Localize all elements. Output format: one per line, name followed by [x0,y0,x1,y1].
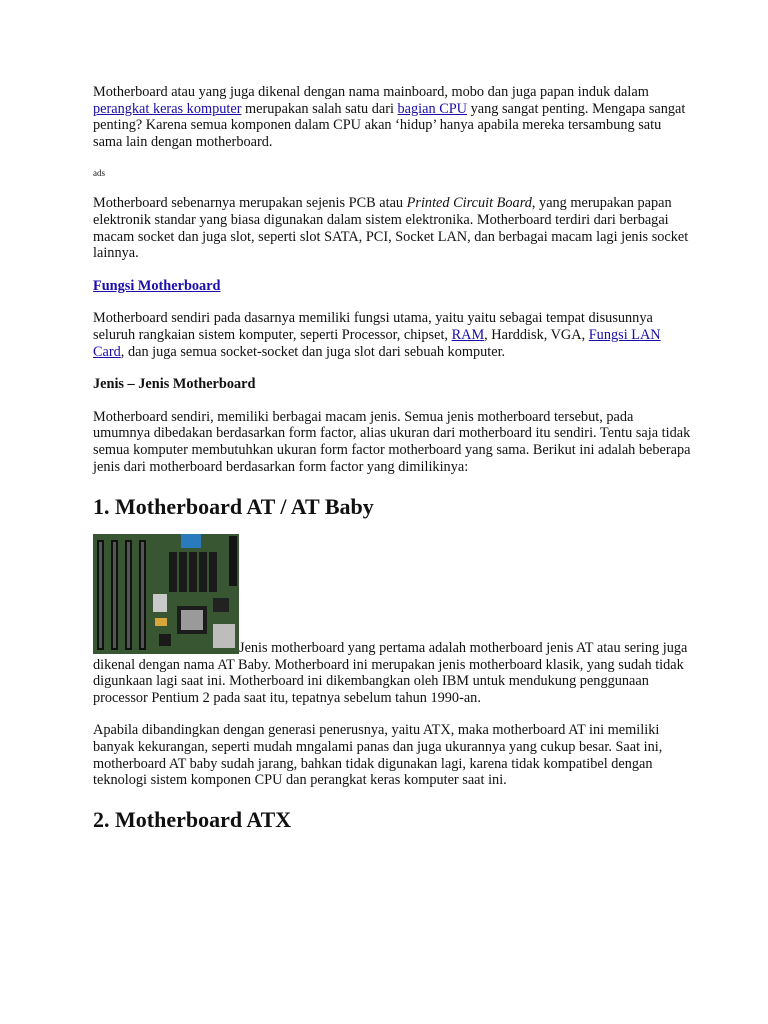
ram-link[interactable]: RAM [451,326,485,343]
jenis-paragraph: Motherboard sendiri, memiliki berbagai macam jenis. Semua jenis motherboard tersebut, pada umumnya dibedakan berdasarkan form factor, alias ukuran dari motherboard itu sendiri. Tentu saja tidak semua komputer membutuhkan ukuran form factor motherboard yang sama. Berikut ini adalah beberapa jenis dari motherboard berdasarkan form factor yang dimilikinya: [93,408,691,475]
bagian-cpu-link[interactable]: bagian CPU [397,100,468,117]
fungsi-text-1: Motherboard sendiri pada dasarnya memiliki fungsi utama, yaitu yaitu sebagai tempat disusunnya seluruh rangkaian sistem komputer, seperti Processor, chipset, [93,310,653,343]
intro-text-2: merupakan salah satu dari [241,100,398,117]
at-section [93,534,693,706]
intro-text-3: yang sangat penting. Mengapa sangat penting? Karena semua komponen dalam CPU akan ‘hidup’ hanya apabila mereka tersambung satu sama lain dengan motherboard. [93,100,686,150]
motherboard-at-image [93,534,239,654]
intro-paragraph [93,84,693,150]
perangkat-keras-link[interactable]: perangkat keras komputer [93,100,242,117]
fungsi-heading [93,278,693,295]
ads-label: ads [93,168,105,179]
pcb-text-2: , yang merupakan papan elektronik standar yang biasa digunakan dalam sistem elektronika. Motherboard terdiri dari berbagai macam socket dan juga slot, seperti slot SATA, PCI, Socket LAN, dan berbagai macam lagi jenis socket lainnya. [93,195,689,262]
at-paragraph-1: Jenis motherboard yang pertama adalah motherboard jenis AT atau sering juga dikenal dengan nama AT Baby. Motherboard ini merupakan jenis motherboard klasik, yang sudah tidak digunkaan lagi saat ini. Motherboard ini dikembangkan oleh IBM untuk mendukung penggunaan processor Pentium 2 pada saat itu, tepatnya sebelum tahun 1990-an. [93,640,688,706]
heading-motherboard-atx: 2. Motherboard ATX [93,806,292,832]
fungsi-text-2: , Harddisk, VGA, [484,326,589,343]
pcb-text-1: Motherboard sebenarnya merupakan sejenis PCB atau [93,195,407,212]
pcb-italic: Printed Circuit Board [406,195,532,212]
at-paragraph-2: Apabila dibandingkan dengan generasi penerusnya, yaitu ATX, maka motherboard AT ini memiliki banyak kekurangan, seperti mudah mngalami panas dan juga ukurannya yang cukup besar. Saat ini, motherboard AT baby sudah jarang, bahkan tidak digunakan lagi, karena tidak kompatibel dengan teknologi sistem komponen CPU dan perangkat keras komputer saat ini. [93,722,663,789]
heading-motherboard-at: 1. Motherboard AT / AT Baby [93,494,374,520]
fungsi-text-3: , dan juga semua socket-socket dan juga slot dari sebuah komputer. [120,343,506,360]
fungsi-motherboard-link[interactable]: Fungsi Motherboard [93,277,221,294]
fungsi-paragraph [93,310,693,360]
article [93,84,693,833]
jenis-heading: Jenis – Jenis Motherboard [93,376,256,393]
lan-card-link[interactable]: Fungsi LAN Card [93,326,661,360]
pcb-paragraph [93,195,693,261]
intro-text-1: Motherboard atau yang juga dikenal dengan nama mainboard, mobo dan juga papan induk dalam [93,84,649,100]
